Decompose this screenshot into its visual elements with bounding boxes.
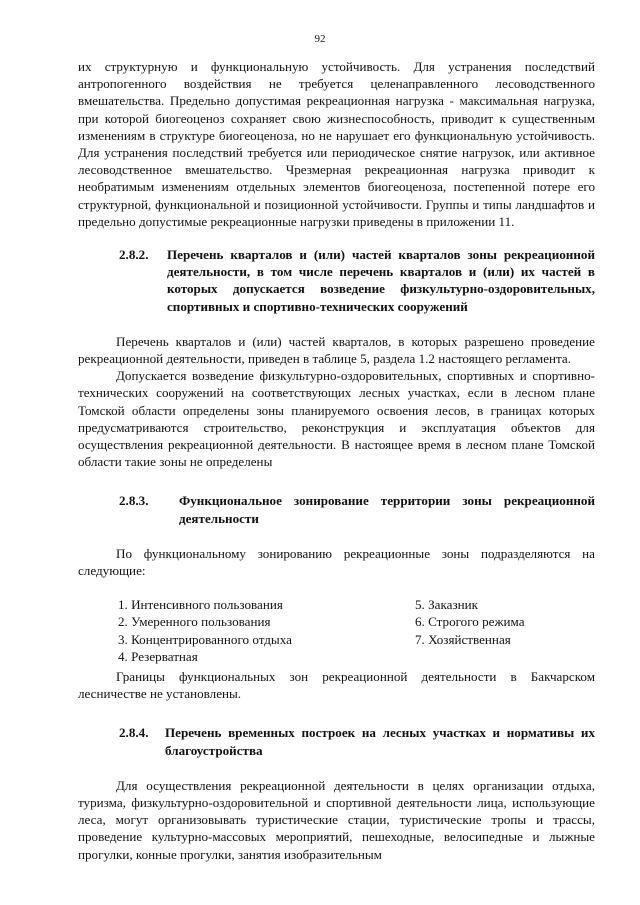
document-body bbox=[78, 58, 595, 863]
zones-list-right bbox=[415, 596, 525, 665]
section-heading-2-8-3 bbox=[78, 492, 595, 526]
paragraph-2-8-2-1: Перечень кварталов и (или) частей кварталов, в которых разрешено проведение рекреационной деятельности, приведен в таблице 5, раздела 1.2 настоящего регламента. bbox=[78, 333, 595, 367]
section-number: 2.8.4. bbox=[119, 725, 149, 741]
section-heading-2-8-4 bbox=[78, 724, 595, 758]
section-heading-2-8-2 bbox=[78, 246, 595, 315]
paragraph-2-8-4-1: Для осуществления рекреационной деятельности в целях организации отдыха, туризма, физкультурно-оздоровительной и спортивной деятельности лица, использующие леса, могут организовывать туристические стации, туристические тропы и трассы, проведение культурно-массовых мероприятий, пешеходные, велосипедные и лыжные прогулки, конные прогулки, занятия изобразительным bbox=[78, 777, 595, 862]
list-item: 7. Хозяйственная bbox=[415, 631, 511, 647]
section-number: 2.8.2. bbox=[119, 247, 149, 263]
zones-list bbox=[78, 596, 595, 665]
section-title: Перечень временных построек на лесных участках и нормативы их благоустройства bbox=[165, 725, 595, 758]
section-title: Перечень кварталов и (или) частей кварталов зоны рекреационной деятельности, в том числе перечень кварталов и (или) их частей в которых допускается возведение физкультурно-оздоровительных, спортивных и спортивно-технических сооружений bbox=[167, 247, 595, 314]
intro-paragraph: их структурную и функциональную устойчивость. Для устранения последствий антропогенного воздействия не требуется целенаправленного лесоводственного вмешательства. Предельно допустимая рекреационная нагрузка - максимальная нагрузка, при которой биогеоценоз сохраняет свою жизнеспособность, приводит к существенным изменениям в структуре биогеоценоза, но не нарушает его функциональную устойчивость. Для устранения последствий требуется или периодическое снятие нагрузок, или активное лесоводственное вмешательство. Чрезмерная рекреационная нагрузка приводит к необратимым изменениям отдельных элементов биогеоценоза, постепенной потере его структурной, функциональной и позиционной устойчивости. Группы и типы ландшафтов и предельно допустимые рекреационные нагрузки приведены в приложении 11. bbox=[78, 59, 595, 229]
page-number: 92 bbox=[314, 33, 326, 45]
paragraph-2-8-3-1: По функциональному зонированию рекреационные зоны подразделяются на следующие: bbox=[78, 545, 595, 579]
paragraph-2-8-3-2: Границы функциональных зон рекреационной деятельности в Бакчарском лесничестве не установлены. bbox=[78, 669, 595, 702]
list-item: 2. Умеренного пользования bbox=[118, 614, 271, 630]
list-item: 4. Резерватная bbox=[118, 648, 198, 664]
zones-list-left bbox=[118, 596, 415, 665]
section-title: Функциональное зонирование территории зоны рекреационной деятельности bbox=[179, 493, 595, 526]
paragraph-2-8-2-2: Допускается возведение физкультурно-оздоровительных, спортивных и спортивно-технических сооружений на соответствующих лесных участках, если в лесном плане Томской области определены зоны планируемого освоения лесов, в границах которых предусматриваются строительство, реконструкция и эксплуатация объектов для осуществления рекреационной деятельности. В настоящее время в лесном плане Томской области такие зоны не определены bbox=[78, 368, 595, 470]
list-item: 6. Строгого режима bbox=[415, 614, 525, 630]
list-item: 5. Заказник bbox=[415, 597, 478, 613]
list-item: 3. Концентрированного отдыха bbox=[118, 631, 292, 647]
list-item: 1. Интенсивного пользования bbox=[118, 597, 283, 613]
section-number: 2.8.3. bbox=[119, 493, 149, 509]
